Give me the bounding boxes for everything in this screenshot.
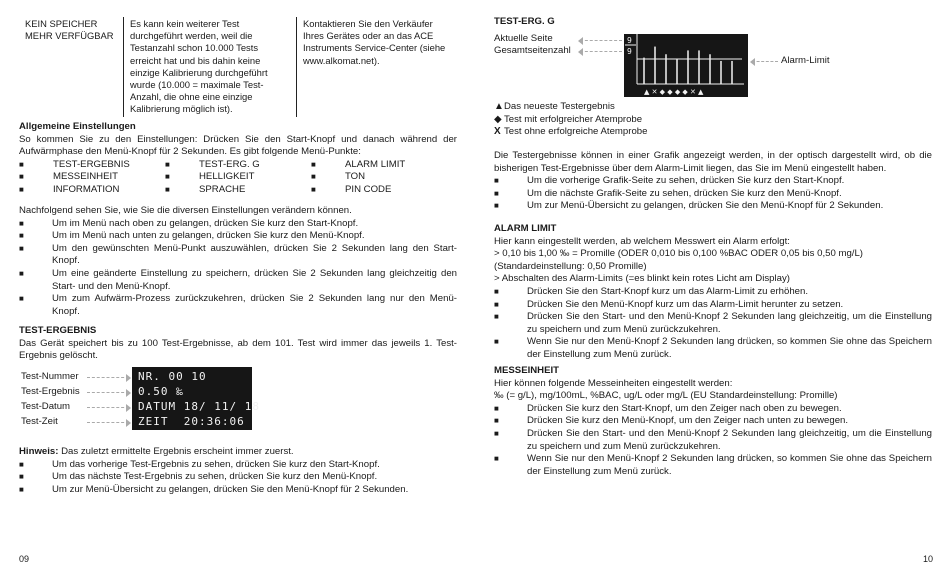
alarm-limit-heading: ALARM LIMIT	[494, 223, 557, 234]
list-item: ■ Drücken Sie den Start- und den Menü-Knopf 2 Sekunden lang gleichzeitig, um die Einstellung zu speichern und zum Menü zurückzukehren.	[494, 311, 932, 335]
test-result-heading: TEST-ERGEBNIS	[19, 325, 97, 336]
units-line: Hier können folgende Messeinheiten eingestellt werden:	[494, 377, 733, 389]
list-item: ■ Wenn Sie nur den Menü-Knopf 2 Sekunden lang drücken, so kommen Sie ohne das Speichern der Einstellung zum Menü zurück.	[494, 336, 932, 360]
page-number-right: 10	[923, 554, 934, 564]
settings-howto-text: Nachfolgend sehen Sie, wie Sie die diversen Einstellungen verändern können.	[19, 205, 352, 216]
graph-heading-wrap	[494, 16, 932, 29]
x-icon: X	[494, 126, 501, 138]
list-item: ■ Um zur Menü-Übersicht zu gelangen, drücken Sie den Menü-Knopf für 2 Sekunden.	[19, 483, 409, 495]
alarm-limit-section	[494, 223, 932, 362]
lcd-screen	[132, 367, 260, 430]
error-table-row	[19, 17, 457, 117]
menu-item: ■ SPRACHE	[165, 183, 246, 195]
lcd-label: Test-Zeit	[21, 416, 58, 427]
hint-section	[19, 446, 457, 496]
total-pages-value: 9	[627, 47, 632, 56]
menu-item: ■ INFORMATION	[19, 183, 120, 195]
list-item: ■ Drücken Sie den Menü-Knopf kurz um das Alarm-Limit herunter zu setzen.	[494, 298, 844, 310]
alarm-limit-line: (Standardeinstellung: 0,50 Promille)	[494, 260, 647, 272]
graph-legend	[494, 101, 932, 139]
diamond-icon: ◆	[494, 113, 502, 125]
menu-item: ■ PIN CODE	[311, 183, 392, 195]
lcd-line: 0.50 ‰	[138, 385, 184, 398]
lcd-line: ZEIT 20:36:06	[138, 415, 245, 428]
menu-item: ■ TEST-ERG. G	[165, 158, 260, 170]
error-message-cell: KEIN SPEICHER MEHR VERFÜGBAR	[19, 17, 124, 117]
menu-item: ■ ALARM LIMIT	[311, 158, 406, 170]
list-item: ■ Drücken Sie den Start-Knopf kurz um das Alarm-Limit zu erhöhen.	[494, 285, 809, 297]
legend-item: X Test ohne erfolgreiche Atemprobe	[494, 126, 648, 138]
test-result-section	[19, 325, 457, 363]
units-line: ‰ (= g/L), mg/100mL, %BAC, ug/L oder mg/L (EU Standardeinstellung: Promille)	[494, 390, 838, 402]
list-item: ■ Um das vorherige Test-Ergebnis zu sehen, drücken Sie kurz den Start-Knopf.	[19, 458, 380, 470]
graph-description: Die Testergebnisse können in einer Grafik angezeigt werden, in der optisch dargestellt wird, ob die bisherigen Test-Ergebnisse über dem Alarm-Limit liegen, das Sie im Menü eingestellt haben.	[494, 150, 932, 174]
graph-label-current-page: Aktuelle Seite	[494, 33, 553, 44]
arrow-icon	[580, 40, 622, 42]
legend-item: ◆ Test mit erfolgreicher Atemprobe	[494, 113, 643, 125]
test-result-text: Das Gerät speichert bis zu 100 Test-Ergebnisse, ab dem 101. Test wird immer das jeweils 1. Test-Ergebnis gelöscht.	[19, 337, 457, 362]
settings-howto-section	[19, 205, 457, 318]
arrow-icon	[87, 407, 129, 409]
menu-item: ■ HELLIGKEIT	[165, 171, 255, 183]
lcd-label: Test-Datum	[21, 401, 71, 412]
units-heading: MESSEINHEIT	[494, 365, 560, 376]
arrow-icon	[87, 377, 129, 379]
list-item: ■ Drücken Sie kurz den Start-Knopf, um den Zeiger nach oben zu bewegen.	[494, 402, 842, 414]
current-page-value: 9	[627, 36, 632, 45]
list-item: ■ Wenn Sie nur den Menü-Knopf 2 Sekunden lang drücken, so kommen Sie ohne das Speichern der Einstellung zum Menü zurück.	[494, 453, 932, 477]
legend-item: ▲ Das neueste Testergebnis	[494, 101, 615, 112]
menu-item: ■ TON	[311, 171, 366, 183]
alarm-limit-line: > Abschalten des Alarm-Limits (=es blinkt kein rotes Licht am Display)	[494, 273, 790, 285]
alarm-limit-line: > 0,10 bis 1,00 ‰ = Promille (ODER 0,010 bis 0,100 %BAC ODER 0,05 bis 0,50 mg/L)	[494, 248, 864, 260]
error-cause-cell: Es kann kein weiterer Test durchgeführt werden, weil die Testanzahl schon 10.000 Tests erreicht hat und bis dahin keine einzige Kalibrierung durchgeführt wurde (10.000 = maximale Test-Anzahl, die ohne eine einzige Kalibrierung möglich ist).	[124, 17, 297, 117]
arrow-icon	[87, 422, 129, 424]
list-item: ■ Um den gewünschten Menü-Punkt auszuwählen, drücken Sie 2 Sekunden lang den Start-Knopf.	[19, 242, 457, 267]
test-graph-svg	[624, 34, 748, 97]
graph-description-section	[494, 150, 932, 213]
arrow-icon	[87, 392, 129, 394]
list-item: ■ Um zum Aufwärm-Prozess zurückzukehren, drücken Sie 2 Sekunden lang nur den Menü-Knopf.	[19, 293, 457, 317]
alarm-limit-line: Hier kann eingestellt werden, ab welchem Messwert ein Alarm erfolgt:	[494, 235, 790, 247]
test-result-display-figure	[19, 367, 279, 433]
units-section	[494, 365, 932, 478]
lcd-line: NR. 00 10	[138, 370, 207, 383]
lcd-label: Test-Ergebnis	[21, 386, 80, 397]
triangle-icon: ▲	[494, 101, 504, 112]
list-item: ■ Um die vorherige Grafik-Seite zu sehen, drücken Sie kurz den Start-Knopf.	[494, 175, 845, 187]
error-table	[19, 17, 457, 117]
list-item: ■ Um zur Menü-Übersicht zu gelangen, drücken Sie den Menü-Knopf für 2 Sekunden.	[494, 200, 884, 212]
graph-label-alarm-limit: Alarm-Limit	[781, 55, 830, 66]
menu-item: ■ TEST-ERGEBNIS	[19, 158, 130, 170]
arrow-icon	[752, 61, 778, 63]
hint-label: Hinweis:	[19, 446, 59, 457]
graph-label-total-pages: Gesamtseitenzahl	[494, 45, 571, 56]
lcd-line: DATUM 18/ 11/ 18	[138, 400, 260, 413]
list-item: ■ Um das nächste Test-Ergebnis zu sehen, drücken Sie kurz den Menü-Knopf.	[19, 471, 378, 483]
hint-text: Hinweis: Das zuletzt ermittelte Ergebnis erscheint immer zuerst.	[19, 446, 294, 457]
list-item: ■ Um eine geänderte Einstellung zu speichern, drücken Sie 2 Sekunden lang gleichzeitig den Start- und den Menü-Knopf.	[19, 267, 457, 292]
page-number-left: 09	[19, 554, 30, 564]
list-item: ■ Drücken Sie kurz den Menü-Knopf, um den Zeiger nach unten zu bewegen.	[494, 415, 849, 427]
test-graph-screen	[624, 34, 748, 97]
error-solution-cell: Kontaktieren Sie den Verkäufer Ihres Gerätes oder an das ACE Instruments Service-Center (siehe www.alkomat.net).	[297, 17, 458, 117]
general-settings-intro: So kommen Sie zu den Einstellungen: Drücken Sie den Start-Knopf und danach während der Aufwärmphase den Menü-Knopf für 2 Sekunden. Es gibt folgende Menü-Punkte:	[19, 133, 457, 158]
graph-symbol-row: ▲✕◆◆◆◆✕▲	[644, 88, 706, 96]
arrow-icon	[580, 51, 622, 53]
lcd-label: Test-Nummer	[21, 371, 79, 382]
menu-item: ■ MESSEINHEIT	[19, 171, 119, 183]
general-settings-heading: Allgemeine Einstellungen	[19, 121, 136, 132]
list-item: ■ Drücken Sie den Start- und den Menü-Knopf 2 Sekunden lang gleichzeitig, um die Einstellung zu speichern und zum Menü zurückzukehren.	[494, 427, 932, 452]
graph-heading: TEST-ERG. G	[494, 16, 555, 27]
list-item: ■ Um die nächste Grafik-Seite zu sehen, drücken Sie kurz den Menü-Knopf.	[494, 187, 842, 199]
general-settings-section	[19, 121, 457, 197]
list-item: ■ Um im Menü nach oben zu gelangen, drücken Sie kurz den Start-Knopf.	[19, 217, 359, 229]
list-item: ■ Um im Menü nach unten zu gelangen, drücken Sie kurz den Menü-Knopf.	[19, 230, 365, 242]
menu-items-grid	[19, 159, 457, 197]
